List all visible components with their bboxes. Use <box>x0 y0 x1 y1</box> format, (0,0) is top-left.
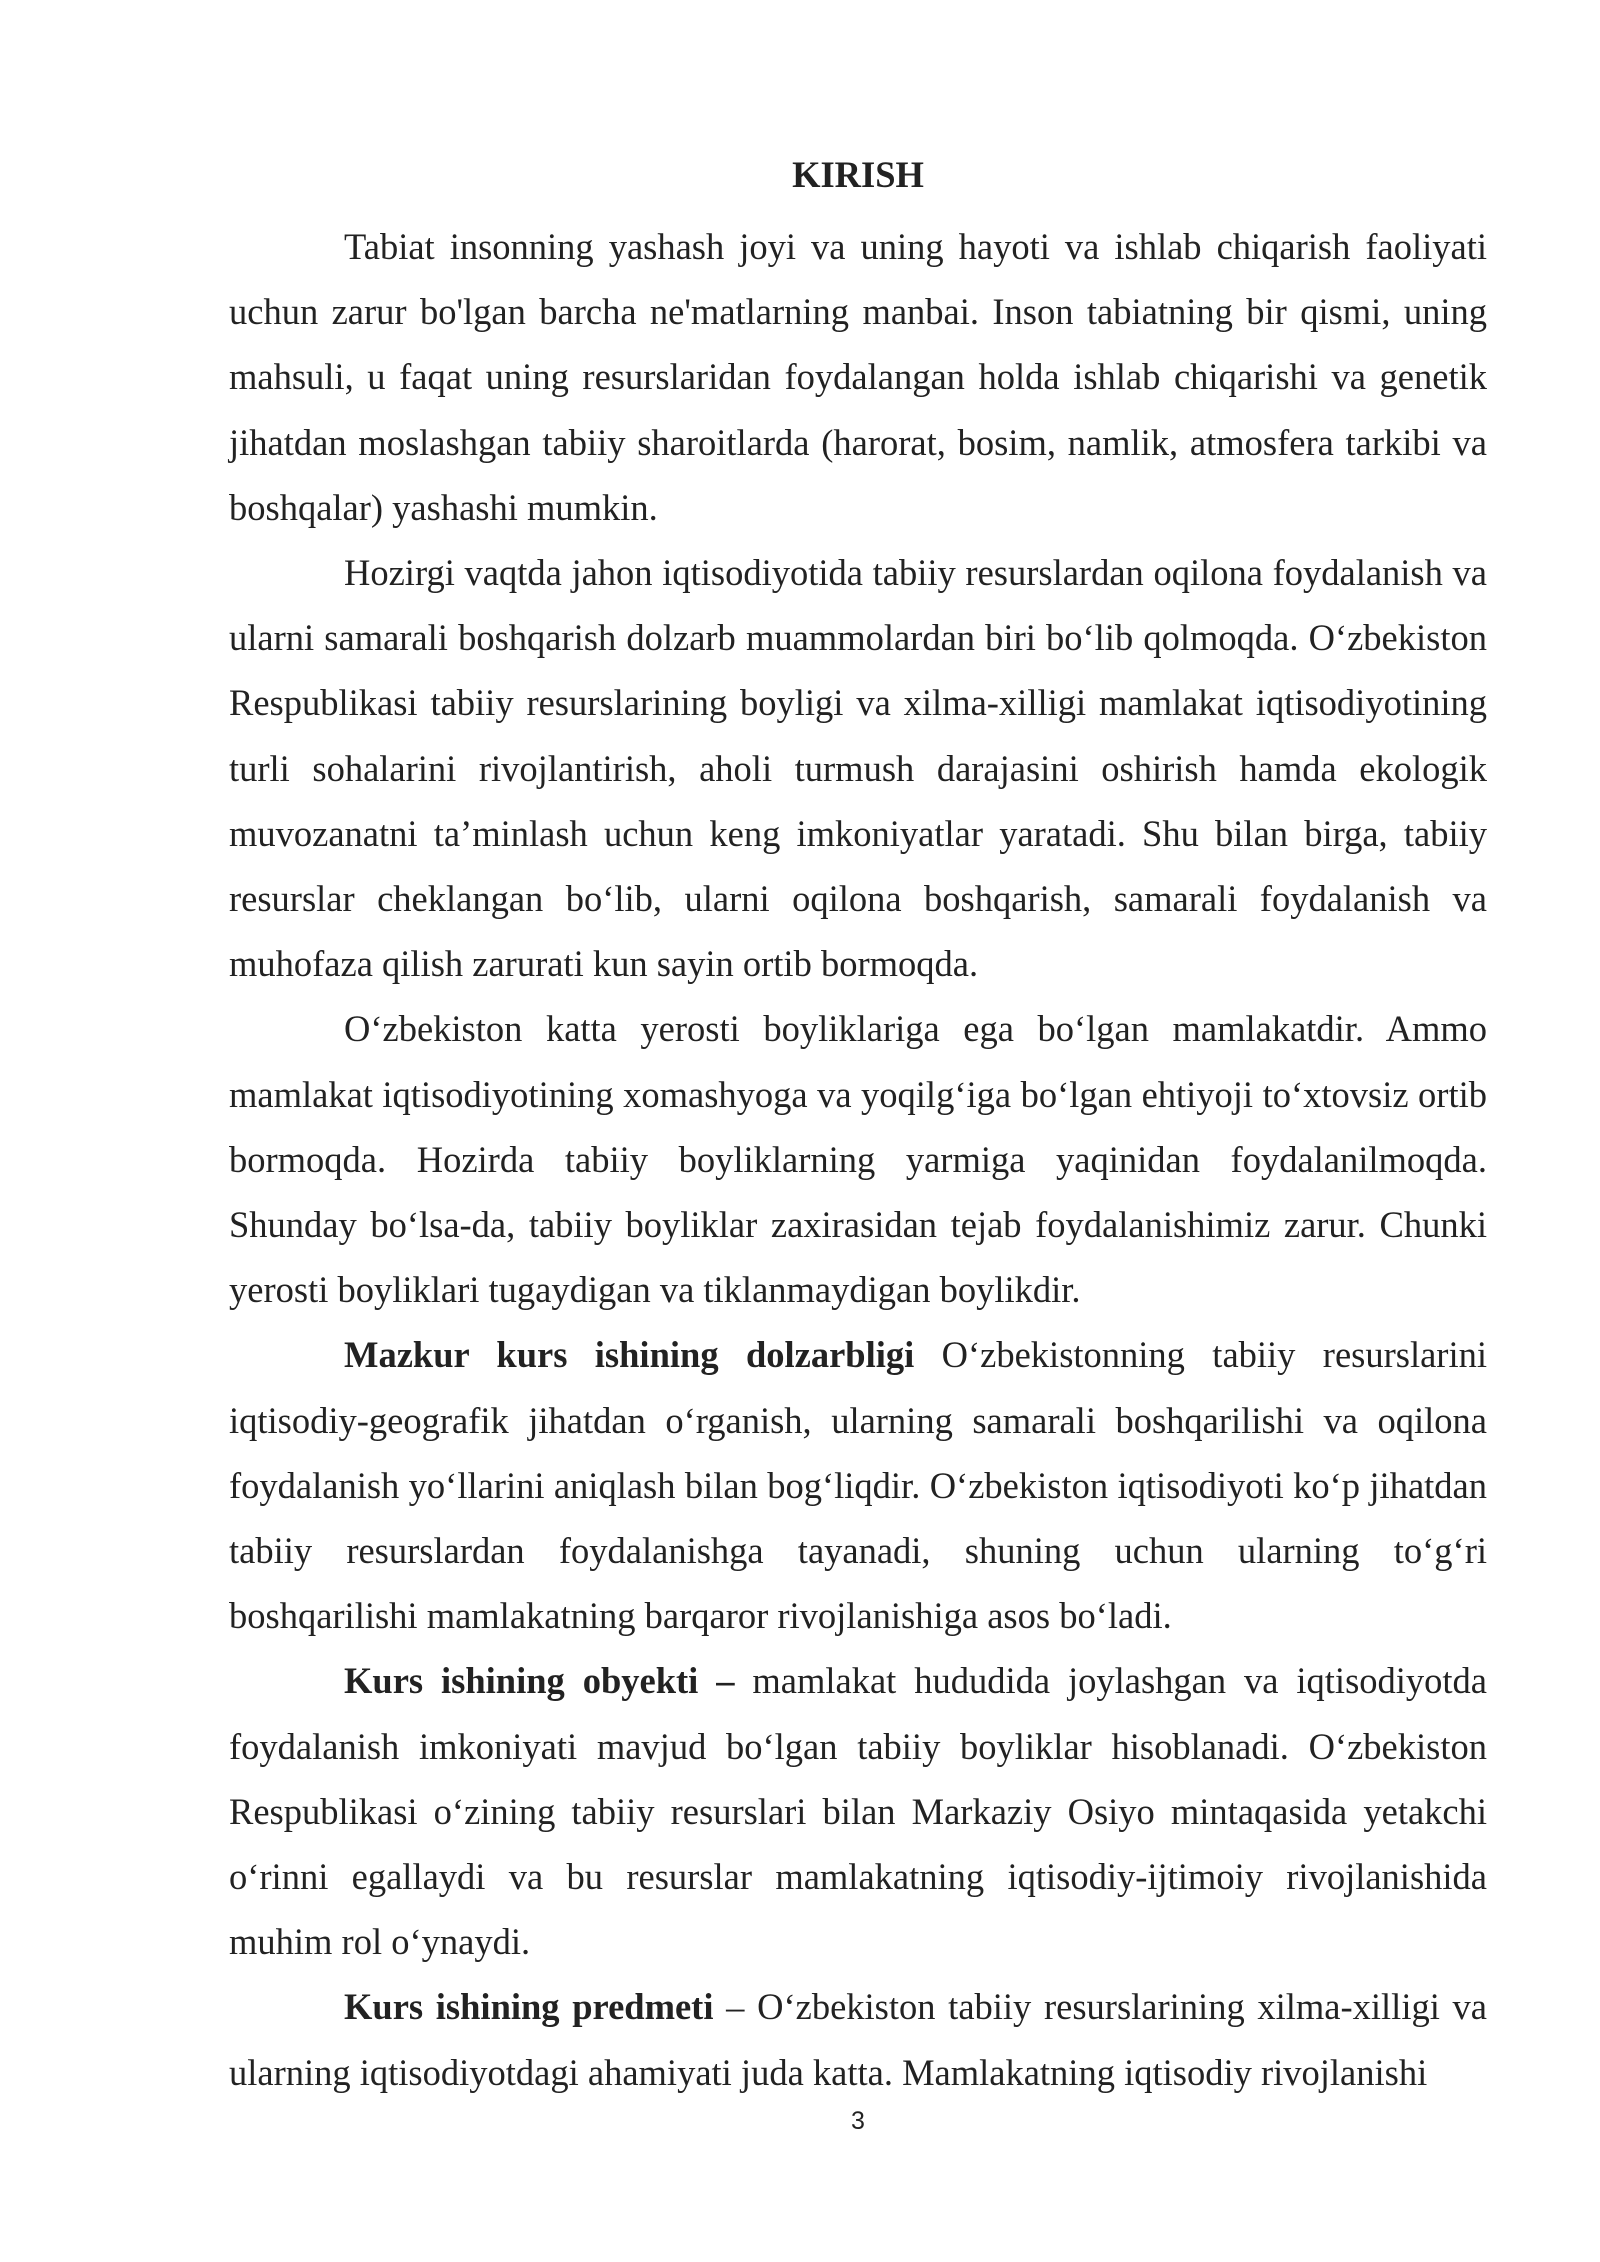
paragraph-text: O‘zbekistonning tabiiy resurslarini iqtisodiy-geografik jihatdan o‘rganish, ularning samarali boshqarilishi va oqilona foydalanish yo‘llarini aniqlash bilan bog‘liqdir. O‘zbekiston iqtisodiyoti ko‘p jihatdan tabiiy resurslardan foydalanishga tayanadi, shuning uchun ularning to‘g‘ri boshqarilishi mamlakatning barqaror rivojlanishiga asos bo‘ladi. <box>229 1334 1487 1637</box>
body-text <box>229 214 1487 2105</box>
paragraph-text: Hozirgi vaqtda jahon iqtisodiyotida tabiiy resurslardan oqilona foydalanish va ularni samarali boshqarish dolzarb muammolardan biri bo‘lib qolmoqda. O‘zbekiston Respublikasi tabiiy resurslarining boyligi va xilma-xilligi mamlakat iqtisodiyotining turli sohalarini rivojlantirish, aholi turmush darajasini oshirish hamda ekologik muvozanatni ta’minlash uchun keng imkoniyatlar yaratadi. Shu bilan birga, tabiiy resurslar cheklangan bo‘lib, ularni oqilona boshqarish, samarali foydalanish va muhofaza qilish zarurati kun sayin ortib bormoqda. <box>229 552 1487 985</box>
document-page <box>229 0 1487 2262</box>
paragraph-lead-bold: Mazkur kurs ishining dolzarbligi <box>344 1334 915 1376</box>
paragraph-text: – O‘zbekiston tabiiy resurslarining xilma-xilligi va ularning iqtisodiyotdagi ahamiyati juda katta. Mamlakatning iqtisodiy rivojlanishi <box>229 1986 1487 2093</box>
paragraph-underground-resources <box>229 996 1487 1322</box>
paragraph-text: mamlakat hududida joylashgan va iqtisodiyotda foydalanish imkoniyati mavjud bo‘lgan tabiiy boyliklar hisoblanadi. O‘zbekiston Respublikasi o‘zining tabiiy resurslari bilan Markaziy Osiyo mintaqasida yetakchi o‘rinni egallaydi va bu resurslar mamlakatning iqtisodiy-ijtimoiy rivojlanishida muhim rol o‘ynaydi. <box>229 1660 1488 1963</box>
paragraph-intro <box>229 214 1487 540</box>
paragraph-text: Tabiat insonning yashash joyi va uning hayoti va ishlab chiqarish faoliyati uchun zarur bo'lgan barcha ne'matlarning manbai. Inson tabiatning bir qismi, uning mahsuli, u faqat uning resurslaridan foydalangan holda ishlab chiqarishi va genetik jihatdan moslashgan tabiiy sharoitlarda (harorat, bosim, namlik, atmosfera tarkibi va boshqalar) yashashi mumkin. <box>229 226 1487 528</box>
paragraph-current-state <box>229 540 1487 996</box>
page-title: KIRISH <box>792 154 924 195</box>
page-number: 3 <box>851 2107 865 2135</box>
paragraph-lead-bold: Kurs ishining obyekti – <box>344 1660 735 1702</box>
paragraph-relevance <box>229 1322 1487 1648</box>
paragraph-subject <box>229 1974 1487 2104</box>
paragraph-object <box>229 1648 1487 1974</box>
paragraph-lead-bold: Kurs ishining predmeti <box>344 1986 714 2028</box>
paragraph-text: O‘zbekiston katta yerosti boyliklariga ega bo‘lgan mamlakatdir. Ammo mamlakat iqtisodiyotining xomashyoga va yoqilg‘iga bo‘lgan ehtiyoji to‘xtovsiz ortib bormoqda. Hozirda tabiiy boyliklarning yarmiga yaqinidan foydalanilmoqda. Shunday bo‘lsa-da, tabiiy boyliklar zaxirasidan tejab foydalanishimiz zarur. Chunki yerosti boyliklari tugaydigan va tiklanmaydigan boylikdir. <box>229 1008 1487 1311</box>
